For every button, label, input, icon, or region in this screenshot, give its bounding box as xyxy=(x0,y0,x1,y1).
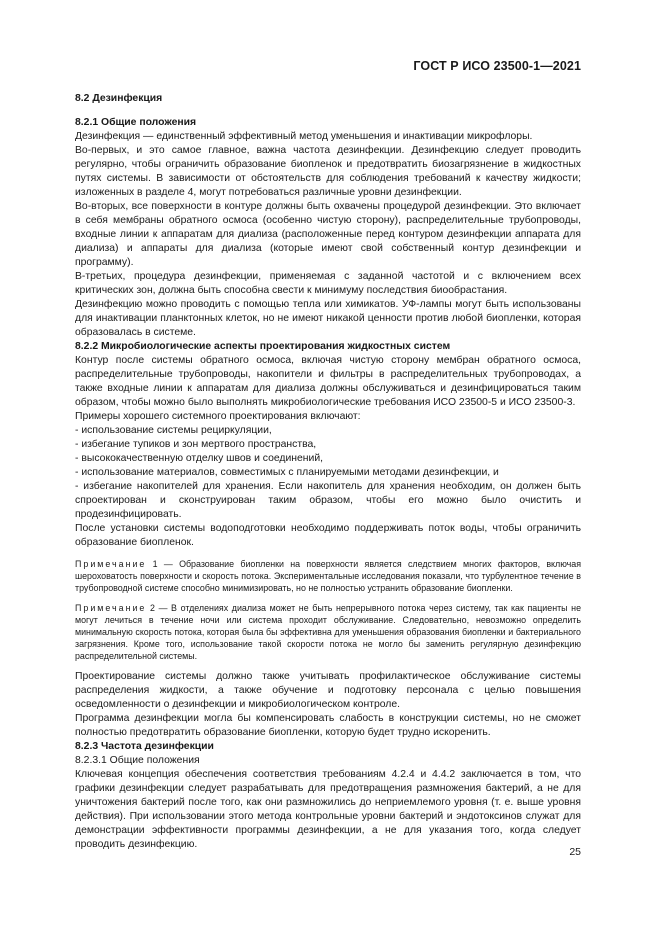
paragraph: Дезинфекцию можно проводить с помощью тепла или химикатов. УФ-лампы могут быть использованы для инактивации планктонных клеток, но не имеют никакой ценности против любой биопленки, которая образовалась в системе. xyxy=(75,299,581,338)
subsection-heading-8-2-3-1: 8.2.3.1 Общие положения xyxy=(75,755,200,766)
note-number: 2 xyxy=(150,603,155,613)
document-header: ГОСТ Р ИСО 23500-1—2021 xyxy=(413,59,581,73)
paragraph: Контур после системы обратного осмоса, включая чистую сторону мембран обратного осмоса, распределительные трубопроводы, накопители и фильтры в распределительных трубопроводах, а также входные линии к аппаратам для диализа должны обслуживаться и дезинфицироваться таким образом, чтобы можно было выполнять микробиологические требования ИСО 23500-5 и ИСО 23500-3. xyxy=(75,355,581,408)
page-number: 25 xyxy=(569,846,581,858)
paragraph: Проектирование системы должно также учитывать профилактическое обслуживание системы распределения жидкости, а также обучение и подготовку персонала с целью повышения осведомленности о дезинфекции и микробиологическом контроле. xyxy=(75,671,581,710)
paragraph: Дезинфекция — единственный эффективный метод уменьшения и инактивации микрофлоры. xyxy=(75,131,533,142)
list-item: - высококачественную отделку швов и соединений, xyxy=(75,452,581,466)
list-item: - использование системы рециркуляции, xyxy=(75,424,581,438)
list-item: - избегание накопителей для хранения. Если накопитель для хранения необходим, он должен быть спроектирован и сконструирован таким образом, чтобы его можно было очистить и продезинфицировать. xyxy=(75,480,581,522)
list-item: - использование материалов, совместимых с планируемыми методами дезинфекции, и xyxy=(75,466,581,480)
note-number: 1 xyxy=(152,559,158,569)
subsection-heading-8-2-1: 8.2.1 Общие положения xyxy=(75,117,197,128)
paragraph: Во-первых, и это самое главное, важна частота дезинфекции. Дезинфекцию следует проводить регулярно, чтобы ограничить образование биопленок и предотвратить биозагрязнение в жидкостных путях системы. В зависимости от обстоятельств для соблюдения требований к качеству жидкости; изложенных в разделе 4, могут потребоваться различные уровни дезинфекции. xyxy=(75,145,581,198)
after-notes xyxy=(75,670,581,740)
subsection-heading-8-2-2: 8.2.2 Микробиологические аспекты проектирования жидкостных систем xyxy=(75,341,451,352)
note-2 xyxy=(75,602,581,662)
paragraph: Ключевая концепция обеспечения соответствия требованиям 4.2.4 и 4.4.2 заключается в том, что графики дезинфекции следует разрабатывать для предотвращения размножения бактерий, а не для уничтожения бактерий после того, как они размножились до неприемлемого уровня (т. е. выше уровня действия). При использовании этого метода контрольные уровни бактерий и эндотоксинов служат для демонстрации эффективности программы дезинфекции, а не для указания того, когда следует проводить дезинфекцию. xyxy=(75,769,581,850)
paragraph: После установки системы водоподготовки необходимо поддерживать поток воды, чтобы ограничить образование биопленок. xyxy=(75,523,581,548)
note-1 xyxy=(75,558,581,594)
paragraph: Программа дезинфекции могла бы компенсировать слабость в конструкции системы, но не сможет полностью предотвратить образование биопленки, которую будет трудно искоренить. xyxy=(75,713,581,738)
list-item: - избегание тупиков и зон мертвого пространства, xyxy=(75,438,581,452)
note-label: Примечание xyxy=(75,559,147,569)
note-text: — Образование биопленки на поверхности является следствием многих факторов, включая шероховатость поверхности и скорость потока. Экспериментальные исследования показали, что турбулентное течение в трубопроводной системе способно минимизировать, но не полностью устранить образование биопленки. xyxy=(75,559,582,593)
examples-list xyxy=(75,424,581,522)
note-label: Примечание xyxy=(75,603,147,613)
paragraph: Примеры хорошего системного проектирования включают: xyxy=(75,411,361,422)
paragraph: Во-вторых, все поверхности в контуре должны быть охвачены процедурой дезинфекции. Это включает в себя мембраны обратного осмоса (особенно чистую сторону), распределительные трубопроводы, входные линии к аппаратам для диализа (расположенные перед контуром дезинфекции аппарата для диализа) и аппараты для диализа (которые имеют свой собственный контур дезинфекции и программу). xyxy=(75,201,581,268)
section-heading: 8.2 Дезинфекция xyxy=(75,93,163,104)
subsection-heading-8-2-3: 8.2.3 Частота дезинфекции xyxy=(75,741,214,752)
page-content xyxy=(75,92,581,852)
note-text: — В отделениях диализа может не быть непрерывного потока через систему, так как пациенты не могут лечиться в течение ночи или система проходит обслуживание. Следовательно, невозможно определить минимальную скорость потока, которая была бы эффективна для уменьшения образования биопленки и бактериального загрязнения. Кроме того, использование такой скорости потока не могло бы заменить регулярную дезинфекцию распределительной системы. xyxy=(75,603,582,661)
paragraph: В-третьих, процедура дезинфекции, применяемая с заданной частотой и с включением всех критических зон, должна быть способна свести к минимуму последствия биообрастания. xyxy=(75,271,581,296)
